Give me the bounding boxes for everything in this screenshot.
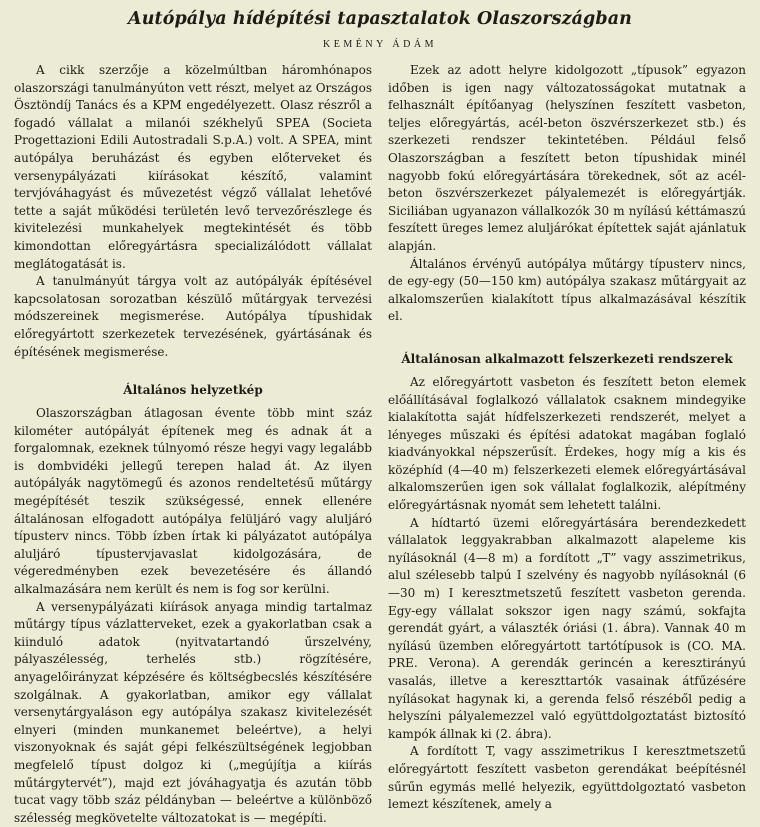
article-title: Autópálya hídépítési tapasztalatok Olaszországban — [128, 9, 632, 29]
right-column — [388, 62, 746, 827]
paragraph: A cikk szerzője a közelmúltban háromhónapos olaszországi tanulmányúton vett részt, melyet az Országos Ösztöndíj Tanács és a KPM engedélyezett. Olasz részről a fogadó vállalat a milanói székhelyű SPEA (Societa Progettazioni Edili Autostradali S.p.A.) volt. A SPEA, mint autópálya beruházást és egyben előterveket és versenypályázati kiírásokat készítő, valamint tervjóváhagyást és művezetést végző vállalat lehetővé tette a saját működési területén levő tervezőrészlege és kivitelezési munkahelyek megtekintését és több kimondottan előregyártásra specializálódott vállalat meglátogatását is. — [14, 63, 372, 271]
section-heading: Általánosan alkalmazott felszerkezeti rendszerek — [401, 351, 733, 366]
article-body — [14, 62, 746, 827]
left-column — [14, 62, 372, 827]
paragraph: Az előregyártott vasbeton és feszített beton elemek előállításával foglalkozó vállalatok csaknem mindegyike kialakította saját hídfelszerkezeti rendszerét, melyet a lényeges műszaki és építési adatokat magában foglaló kiadványokkal népszerűsít. Érdekes, hogy míg a kis és középhíd (4—40 m) felszerkezeti elemek előregyártásával alkalomszerűen igen sok vállalat foglalkozik, alépítmény előregyártásnak nyomát sem lehetett találni. — [388, 374, 746, 513]
section-heading: Általános helyzetkép — [123, 383, 263, 398]
paragraph: A fordított T, vagy asszimetrikus I keresztmetszetű előregyártott feszített vasbeton gerendákat beépítésnél sűrűn egymás mellé helyezik, együttdolgoztató vasbeton lemezt készítenek, amely a — [388, 744, 746, 812]
article-author: KEMÉNY ÁDÁM — [323, 39, 437, 50]
paragraph: Olaszországban átlagosan évente több mint száz kilométer autópályát építenek meg és adnak át a forgalomnak, ezeknek túlnyomó része hegyi vagy legalább is dombvidéki jellegű terepen halad át. Az ilyen autópályák nagytömegű és azonos rendeltetésű műtárgy megépítését teszik szükségessé, ennek ellenére általánosan elfogadott autópálya felüljáró vagy aluljáró típusterv nincs. Több ízben írtak ki pályázatot autópálya aluljáró típustervjavaslat kidolgozására, de végeredményben ezek bevezetésére és állandó alkalmazására nem került és nem is fog sor kerülni. — [14, 406, 372, 597]
paragraph: Ezek az adott helyre kidolgozott „típusok” egyazon időben is igen nagy változatosságokat mutatnak a felhasznált építőanyag (helyszínen feszített vasbeton, teljes előregyártás, acél-beton öszvérszerkezet stb.) és szerkezeti rendszer tekintetében. Például felső Olaszországban a feszített beton típushidak minél nagyobb fokú előregyártására törekednek, sőt az acél-beton öszvérszerkezet pályalemezét is előregyártják. Siciliában ugyanazon vállalkozók 30 m nyílású kéttámaszú feszített üreges lemez aluljárókat építettek saját ajánlatuk alapján. — [388, 63, 746, 253]
paragraph: A versenypályázati kiírások anyaga mindig tartalmaz műtárgy típus vázlatterveket, ezek a gyakorlatban csak a kiinduló adatok (nyitvatartandó űrszelvény, pályaszélesség, terhelés stb.) rögzítésére, anyagelőirányzat képzésére és költségbecslés készítésére szolgálnak. A gyakorlatban, amikor egy vállalat versenytárgyaláson egy autópálya szakasz kivitelezését elnyeri (minden munkanemet beleértve), a helyi viszonyoknak és saját gépi felkészültségének legjobban megfelelő típust dolgoz ki („megújítja a kiírás műtárgytervét”), majd ezt jóváhagyatja és azután több tucat vagy több száz példányban — beleértve a különböző szélesség megkövetelte változatokat is — megépíti. — [14, 599, 372, 825]
paragraph: A tanulmányút tárgya volt az autópályák építésével kapcsolatosan sorozatban készülő műtárgyak tervezési módszereinek megismerése. Autópálya típushidak előregyártott szerkezetek tervezésének, gyártásának és építésének megismerése. — [14, 274, 372, 359]
paragraph: Általános érvényű autópálya műtárgy típusterv nincs, de egy-egy (50—150 km) autópálya szakasz műtárgyait az alkalomszerűen kialakított típus alkalmazásával készítik el. — [388, 256, 746, 324]
paragraph: A hídtartó üzemi előregyártására berendezkedett vállalatok leggyakrabban alkalmazott alapeleme kis nyílásoknál (4—8 m) a fordított „T” vagy asszimetrikus, alul szélesebb talpú I szelvény és nagyobb nyílásoknál (6—30 m) I keresztmetszetű feszített vasbeton gerenda. Egy-egy vállalat sokszor igen nagy számú, sokfajta gerendát gyárt, a választék óriási (1. ábra). Vannak 40 m nyílású üzemben előregyártott tartótípusok is (CO. MA. PRE. Verona). A gerendák gerincén a keresztirányú vasalás, illetve a kereszttartók vasainak átfűzésére nyílásokat hagynak ki, a gerenda felső részéből pedig a helyszíni pályalemezzel való együttdolgoztatást biztosító kampók állnak ki (2. ábra). — [388, 515, 746, 741]
